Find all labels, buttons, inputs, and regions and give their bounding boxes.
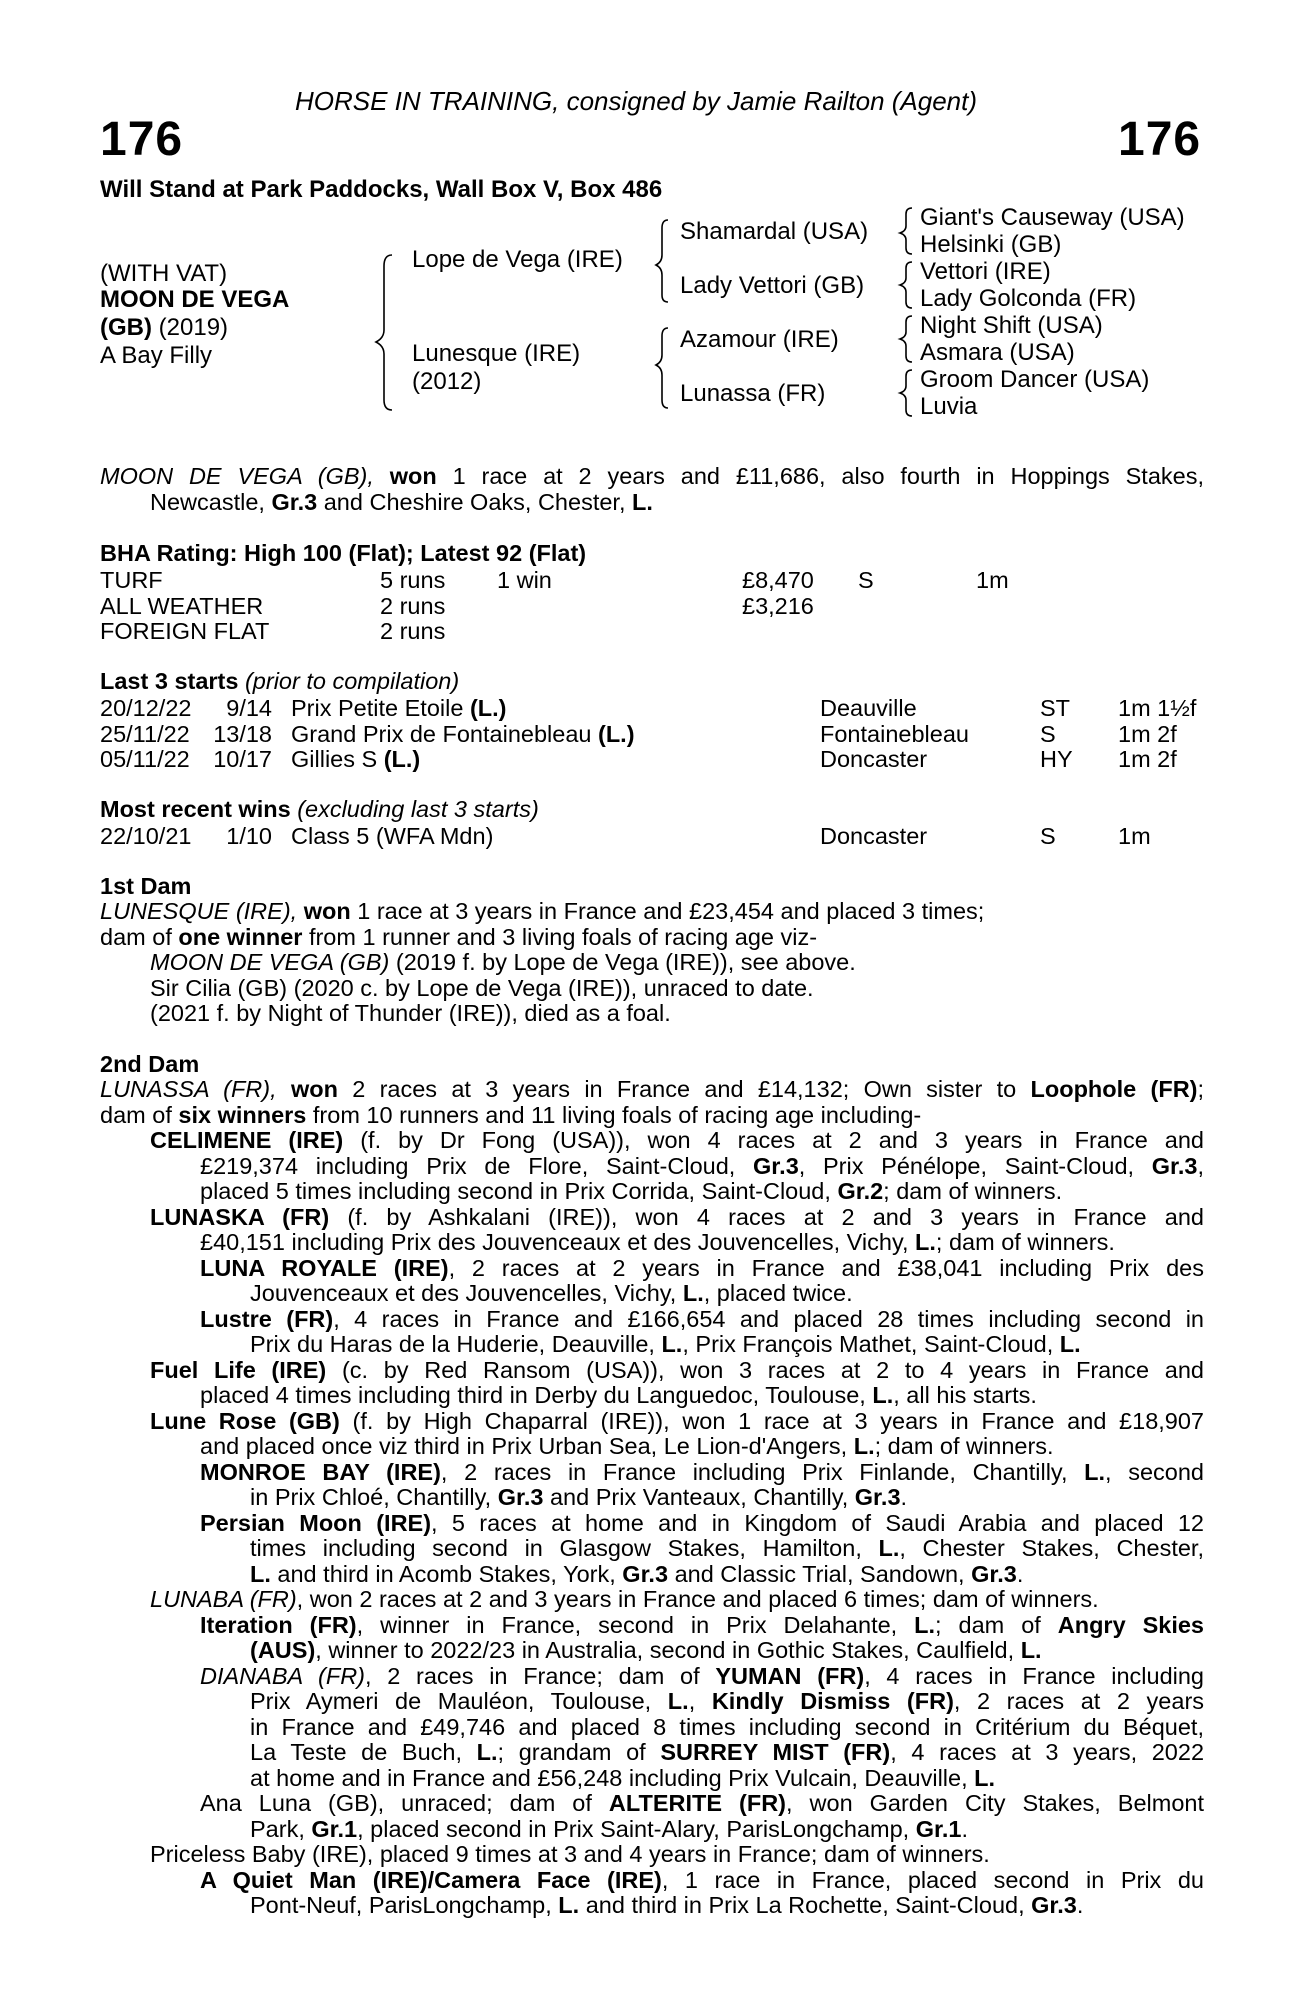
win-position: 1/10 [226,823,272,849]
start-course: Deauville [820,695,917,721]
start-date: 20/12/22 [100,695,192,721]
dss: Night Shift (USA) [920,312,1103,339]
sire: Lope de Vega (IRE) [412,246,623,273]
start-position: 13/18 [213,720,272,747]
stand-location: Will Stand at Park Paddocks, Wall Box V, Box 486 [100,176,663,203]
win-going: S [1040,823,1056,849]
start-position: 9/14 [226,695,272,721]
ddd: Luvia [920,393,978,420]
rating-surface: FOREIGN FLAT [100,618,270,644]
rating-distance: 1m [976,567,1009,593]
dam: Lunesque (IRE) [412,340,581,367]
sire-dam: Lady Vettori (GB) [680,272,865,299]
sss: Giant's Causeway (USA) [920,204,1185,231]
horse-name: MOON DE VEGA [100,286,290,313]
sire-sire: Shamardal (USA) [680,218,869,245]
dam1-title: 1st Dam [100,873,192,899]
dam2-text: LUNASSA (FR), won 2 races at 3 years in France and £14,132; Own sister to Loophole (FR); dam of six winners from 10 runners and 11 living foals of racing age including- CELIMENE (IRE) (f. by Dr Fong (USA)), won 4 races at 2 and 3 years in France and £219,374 including Prix de Flore, Saint-Cloud, Gr.3, Prix Pénélope, Saint-Cloud, Gr.3, placed 5 times including second in Prix Corrida, Saint-Cloud, Gr.2; dam of winners. LUNASKA (FR) (f. by Ashkalani (IRE)), won 4 races at 2 and 3 years in France and £40,151 including Prix des Jouvenceaux et des Jouvencelles, Vichy, L.; dam of winners. LUNA ROYALE (IRE), 2 races at 2 years in France and £38,041 including Prix des Jouvenceaux et des Jouvencelles, Vichy, L., placed twice. Lustre (FR), 4 races in France and £166,654 and placed 28 times including second in Prix du Haras de la Huderie, Deauville, L., Prix François Mathet, Saint-Cloud, L. Fuel Life (IRE) (c. by Red Ransom (USA)), won 3 races at 2 to 4 years in France and placed 4 times including third in Derby du Languedoc, Toulouse, L., all his starts. Lune Rose (GB) (f. by High Chaparral (IRE)), won 1 race at 3 years in France and £18,907 and placed once viz third in Prix Urban Sea, Le Lion-d'Angers, L.; dam of winners. MONROE BAY (IRE), 2 races in France including Prix Finlande, Chantilly, L., second in Prix Chloé, Chantilly, Gr.3 and Prix Vanteaux, Chantilly, Gr.3. Persian Moon (IRE), 5 races at home and in Kingdom of Saudi Arabia and placed 12 times including second in Glasgow Stakes, Hamilton, L., Chester Stakes, Chester, L. and third in Acomb Stakes, York, Gr.3 and Classic Trial, Sandown, Gr.3. LUNABA (FR), won 2 races at 2 and 3 years in France and placed 6 times; dam of winners. Iteration (FR), winner in France, second in Prix Delahante, L.; dam of Angry Skies (AUS), winner to 2022/23 in Australia, second in Gothic Stakes, Caulfield, L. DIANABA (FR), 2 races in France; dam of YUMAN (FR), 4 races in France including Prix Aymeri de Mauléon, Toulouse, L., Kindly Dismiss (FR), 2 races at 2 years in France and £49,746 and placed 8 times including second in Critérium du Béquet, La Teste de Buch, L.; grandam of SURREY MIST (FR), 4 races at 3 years, 2022 at home and in France and £56,248 including Prix Vulcain, Deauville, L. Ana Luna (GB), unraced; dam of ALTERITE (FR), won Garden City Stakes, Belmont Park, Gr.1, placed second in Prix Saint-Alary, ParisLongchamp, Gr.1. Priceless Baby (IRE), placed 9 times at 3 and 4 years in France; dam of winners. A Quiet Man (IRE)/Camera Face (IRE), 1 race in France, placed second in Prix du Pont-Neuf, ParisLongchamp, L. and third in Prix La Rochette, Saint-Cloud, Gr.3. [100,1076,1205,1918]
dsd: Asmara (USA) [920,339,1075,366]
rating-prize: £3,216 [742,592,814,619]
vat-note: (WITH VAT) [100,260,228,287]
last3-title-line: Last 3 starts (prior to compilation) [100,668,460,694]
consignment-line: HORSE IN TRAINING, consigned by Jamie Railton (Agent) [295,86,978,116]
start-race: Grand Prix de Fontainebleau (L.) [291,720,635,747]
start-course: Doncaster [820,746,928,772]
start-race: Gillies S (L.) [291,746,421,772]
dam-dam: Lunassa (FR) [680,380,826,407]
dam-year: (2012) [412,368,482,395]
win-date: 22/10/21 [100,823,192,849]
lot-number-left: 176 [100,113,184,166]
start-position: 10/17 [213,746,272,772]
rating-wins: 1 win [497,567,552,593]
recent-title-line: Most recent wins (excluding last 3 starts) [100,796,539,822]
rating-surface: ALL WEATHER [100,592,264,619]
lot-number-right: 176 [1118,113,1202,166]
rating-runs: 5 runs [380,567,446,593]
horse-summary: MOON DE VEGA (GB), won 1 race at 2 years and £11,686, also fourth in Hoppings Stakes, Newcastle, Gr.3 and Cheshire Oaks, Chester, L. [100,463,1204,515]
start-course: Fontainebleau [820,720,969,747]
sds: Vettori (IRE) [920,258,1051,285]
rating-runs: 2 runs [380,618,446,644]
dam2-title: 2nd Dam [100,1051,200,1077]
start-distance: 1m 2f [1118,746,1177,772]
start-going: S [1040,720,1056,747]
start-date: 25/11/22 [100,720,190,747]
horse-origin: (GB) [100,314,152,341]
rating-prize: £8,470 [742,567,814,593]
dam-sire: Azamour (IRE) [680,326,839,353]
ssd: Helsinki (GB) [920,231,1062,258]
rating-surface: TURF [100,567,163,593]
sdd: Lady Golconda (FR) [920,285,1137,312]
horse-description: A Bay Filly [100,342,213,369]
start-date: 05/11/22 [100,746,190,772]
start-distance: 1m 2f [1118,720,1177,747]
rating-runs: 2 runs [380,592,446,619]
horse-year: (2019) [158,314,229,341]
win-race: Class 5 (WFA Mdn) [291,823,494,849]
start-distance: 1m 1½f [1118,695,1197,721]
start-going: HY [1040,746,1073,772]
win-course: Doncaster [820,823,928,849]
dam1-text: LUNESQUE (IRE), won 1 race at 3 years in France and £23,454 and placed 3 times; dam of one winner from 1 runner and 3 living foals of racing age viz- MOON DE VEGA (GB) (2019 f. by Lope de Vega (IRE)), see above. Sir Cilia (GB) (2020 c. by Lope de Vega (IRE)), unraced to date. (2021 f. by Night of Thunder (IRE)), died as a foal. [100,898,985,1026]
dds: Groom Dancer (USA) [920,366,1150,393]
bha-rating-title: BHA Rating: High 100 (Flat); Latest 92 (Flat) [100,540,587,566]
rating-going: S [858,567,874,593]
start-race: Prix Petite Etoile (L.) [291,695,507,721]
win-distance: 1m [1118,823,1151,849]
start-going: ST [1040,695,1071,721]
